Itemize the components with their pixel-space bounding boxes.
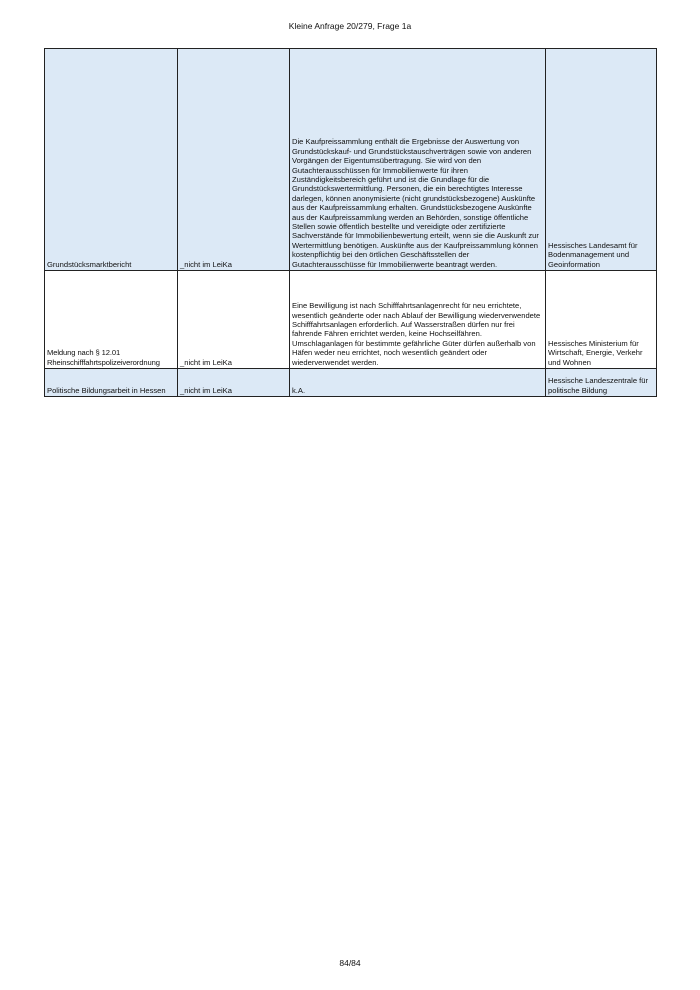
table-row <box>45 271 657 369</box>
service-name-cell: Grundstücksmarktbericht <box>45 49 178 271</box>
description-cell: Eine Bewilligung ist nach Schifffahrtsanlagenrecht für neu errichtete, wesentlich geänderte oder nach Ablauf der Bewilligung wiederverwendete Schifffahrtsanlagen erforderlich. Auf Wasserstraßen dürfen nur frei fahrende Fähren errichtet werden, keine Hochseilfähren. Umschlaganlagen für bestimmte gefährliche Güter dürfen außerhalb von Häfen weder neu errichtet, noch wesentlich geändert oder wiederverwendet werden. <box>290 271 546 369</box>
leika-cell: _nicht im LeiKa <box>178 369 290 397</box>
leika-cell: _nicht im LeiKa <box>178 49 290 271</box>
table-row <box>45 49 657 271</box>
table-row <box>45 369 657 397</box>
service-name-cell <box>45 271 178 369</box>
authority-cell: Hessische Landeszentrale für politische Bildung <box>546 369 657 397</box>
description-cell: Die Kaufpreissammlung enthält die Ergebnisse der Auswertung von Grundstückskauf- und Grundstückstauschverträgen sowie von anderen Vorgängen der Eigentumsübertragung. Sie wird von den Gutachterausschüssen für Immobilienwerte für ihren Zuständigkeitsbereich geführt und ist die Grundlage für die Grundstückswertermittlung. Personen, die ein berechtigtes Interesse darlegen, können anonymisierte (nicht grundstücksbezogene) Auskünfte aus der Kaufpreissammlung erhalten. Grundstücksbezogene Auskünfte aus der Kaufpreissammlung werden an Behörden, sonstige öffentliche Stellen sowie öffentlich bestellte und vereidigte oder zertifizierte Sachverstände für Immobilienbewertung erteilt, wenn sie die Auskunft zur Wertermittlung benötigen. Auskünfte aus der Kaufpreissammlung können kostenpflichtig bei den örtlichen Geschäftsstellen der Gutachterausschüsse für Immobilienwerte beantragt werden. <box>290 49 546 271</box>
authority-cell: Hessisches Ministerium für Wirtschaft, Energie, Verkehr und Wohnen <box>546 271 657 369</box>
description-cell: k.A. <box>290 369 546 397</box>
service-name-text: Meldung nach § 12.01 Rheinschifffahrtspolizeiverordnung <box>47 348 160 367</box>
leika-cell: _nicht im LeiKa <box>178 271 290 369</box>
services-table <box>44 48 657 397</box>
service-name-cell: Politische Bildungsarbeit in Hessen <box>45 369 178 397</box>
page-number: 84/84 <box>339 958 361 968</box>
page-header: Kleine Anfrage 20/279, Frage 1a <box>288 21 412 31</box>
authority-cell: Hessisches Landesamt für Bodenmanagement und Geoinformation <box>546 49 657 271</box>
